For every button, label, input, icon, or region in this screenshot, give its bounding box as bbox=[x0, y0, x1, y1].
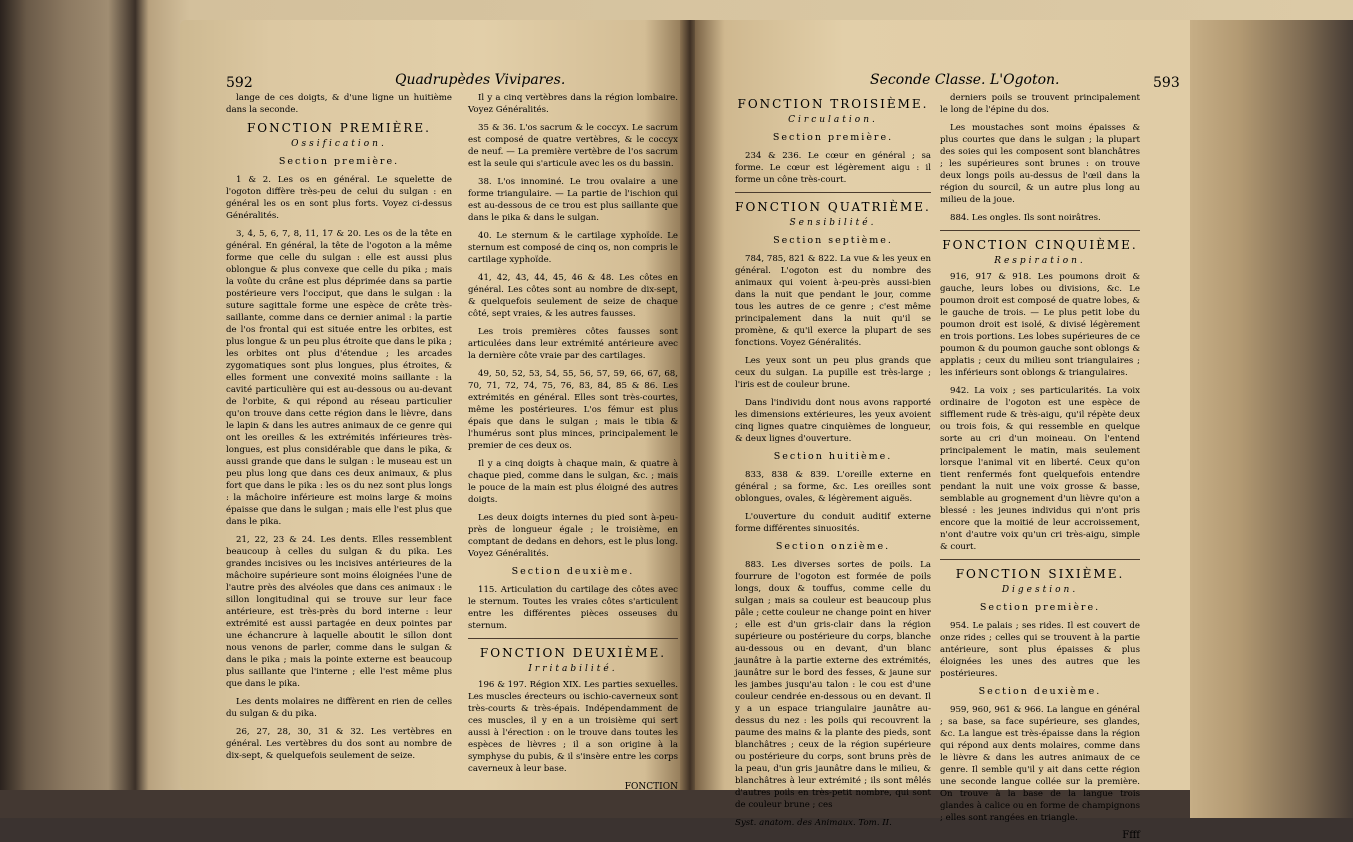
paragraph: Il y a cinq vertèbres dans la région lombaire. Voyez Généralités. bbox=[468, 93, 678, 115]
left-page-number: 592 bbox=[226, 75, 253, 91]
section-title: Section onzième. bbox=[775, 541, 891, 552]
paragraph: 234 & 236. Le cœur en général ; sa forme. Le cœur est légèrement aigu : il forme un cône très-court. bbox=[735, 151, 931, 185]
right-running-head: Seconde Classe. L'Ogoton. bbox=[870, 72, 1060, 88]
paragraph: Les deux doigts internes du pied sont à-peu-près de longueur égale ; le troisième, en comptant de dedans en dehors, est le plus long. Voyez Généralités. bbox=[468, 513, 678, 559]
paragraph: 883. Les diverses sortes de poils. La fourrure de l'ogoton est formée de poils longs, doux & touffus, comme celle du sulgan ; mais sa couleur est beaucoup plus pâle ; cette couleur ne change point en hiver ; elle est d'un gris-clair dans la région supérieure ou postérieure du corps, blanche au-dessous ou en devant, d'un blanc jaunâtre à la partie externe des extrémités, jaunâtre sur le bord des fesses, & jaune sur les jambes jusqu'au talon : le cou est d'une couleur cendrée en-dessous ou en devant. Il y a un espace triangulaire jaunâtre au-dessus du nez : les poils qui recouvrent la paume des mains & la plante des pieds, sont blanchâtres ; ceux de la région supérieure ou postérieure du corps, sont bruns près de la peau, d'un gris jaunâtre dans le milieu, & blanchâtres à leur extrémité ; ils sont mêlés d'autres poils en très-petit nombre, qui sont de couleur brune ; ces bbox=[735, 560, 931, 810]
divider bbox=[940, 559, 1140, 560]
paragraph: 884. Les ongles. Ils sont noirâtres. bbox=[950, 213, 1101, 223]
section-title: Section première. bbox=[278, 156, 400, 167]
section-title: Section deuxième. bbox=[511, 566, 635, 577]
paragraph: Il y a cinq doigts à chaque main, & quatre à chaque pied, comme dans le sulgan, &c. ; mais le pouce de la main est plus éloigné des autres doigts. bbox=[468, 459, 678, 505]
section-title: Section première. bbox=[772, 132, 894, 143]
right-column-1 bbox=[735, 92, 931, 828]
paragraph: 942. La voix ; ses particularités. La voix ordinaire de l'ogoton est une espèce de sifflement rude & très-aigu, qu'il répète deux ou trois fois, & qui ressemble en quelque sorte au cri d'un moineau. On l'entend principalement le matin, mais seulement lorsque l'animal vit en liberté. Ceux qu'on tient renfermés font quelquefois entendre pendant la nuit une voix grosse & basse, semblable au grognement d'un lièvre qu'on a blessé : les jeunes individus qui n'ont pris encore que la moitié de leur accroissement, n'ont d'autre voix qu'un cri très-aigu, simple & court. bbox=[940, 386, 1140, 552]
fonction-title: FONCTION TROISIÈME. bbox=[737, 97, 929, 111]
left-running-head: Quadrupèdes Vivipares. bbox=[395, 72, 566, 88]
fonction-subtitle: Circulation. bbox=[788, 115, 878, 125]
paragraph: 115. Articulation du cartilage des côtes avec le sternum. Toutes les vraies côtes s'articulent entre les différentes pièces osseuses du sternum. bbox=[468, 585, 678, 631]
fonction-title: FONCTION DEUXIÈME. bbox=[479, 646, 667, 660]
paragraph: L'ouverture du conduit auditif externe forme différentes sinuosités. bbox=[735, 512, 931, 534]
paragraph: 916, 917 & 918. Les poumons droit & gauche, leurs lobes ou divisions, &c. Le poumon droit est composé de quatre lobes, & le gauche de trois. — Le plus petit lobe du poumon droit est isolé, & divisé légèrement en trois portions. Les lobes supérieures de ce poumon & du poumon gauche sont oblongs & applatis ; ceux du milieu sont triangulaires ; les inférieurs sont oblongs & triangulaires. bbox=[940, 272, 1140, 378]
fonction-title: FONCTION CINQUIÈME. bbox=[942, 238, 1138, 252]
paragraph: 1 & 2. Les os en général. Le squelette de l'ogoton diffère très-peu de celui du sulgan : en général les os en sont plus forts. Voyez ci-dessus Généralités. bbox=[226, 175, 452, 221]
right-page-number: 593 bbox=[1153, 75, 1180, 91]
paragraph: 833, 838 & 839. L'oreille externe en général ; sa forme, &c. Les oreilles sont oblongues, ovales, & légèrement aiguës. bbox=[735, 470, 931, 504]
paragraph: derniers poils se trouvent principalement le long de l'épine du dos. bbox=[940, 93, 1140, 115]
paragraph: lange de ces doigts, & d'une ligne un huitième dans la seconde. bbox=[226, 93, 452, 115]
paragraph: 41, 42, 43, 44, 45, 46 & 48. Les côtes en général. Les côtes sont au nombre de dix-sept, & quelquefois seulement de seize de chaque côté, sept vraies, & les autres fausses. bbox=[468, 273, 678, 319]
paragraph: 40. Le sternum & le cartilage xyphoïde. Le sternum est composé de cinq os, non compris le cartilage xyphoïde. bbox=[468, 231, 678, 265]
divider bbox=[735, 192, 931, 193]
paragraph: 784, 785, 821 & 822. La vue & les yeux en général. L'ogoton est du nombre des animaux qui voient à-peu-près aussi-bien dans la nuit que pendant le jour, comme tous les autres de ce genre ; c'est même principalement dans la nuit qu'il se promène, & qu'il exerce la plupart de ses fonctions. Voyez Généralités. bbox=[735, 254, 931, 348]
paragraph: 49, 50, 52, 53, 54, 55, 56, 57, 59, 66, 67, 68, 70, 71, 72, 74, 75, 76, 83, 84, 85 & 86. Les extrémités en général. Elles sont très-courtes, même les postérieures. L'os fémur est plus épais que dans le sulgan ; mais le tibia & l'humérus sont plus minces, principalement le premier de ces deux os. bbox=[468, 369, 678, 451]
paragraph: 954. Le palais ; ses rides. Il est couvert de onze rides ; celles qui se trouvent à la partie antérieure, sont plus épaisses & plus éloignées les unes des autres que les postérieures. bbox=[940, 621, 1140, 679]
paragraph: Les trois premières côtes fausses sont articulées dans leur extrémité antérieure avec la dernière côte vraie par des cartilages. bbox=[468, 327, 678, 361]
left-column-1 bbox=[226, 92, 452, 782]
paragraph: Les dents molaires ne diffèrent en rien de celles du sulgan & du pika. bbox=[226, 697, 452, 719]
fonction-subtitle: Sensibilité. bbox=[789, 218, 877, 228]
section-title: Section première. bbox=[979, 602, 1101, 613]
fonction-subtitle: Respiration. bbox=[994, 256, 1086, 266]
right-column-2 bbox=[940, 92, 1140, 841]
paragraph: 21, 22, 23 & 24. Les dents. Elles ressemblent beaucoup à celles du sulgan & du pika. Les grandes incisives ou les incisives antérieures de la mâchoire supérieure sont moins éloignées l'une de l'autre près des alvéoles que dans ces animaux : le sillon longitudinal qui se trouve sur leur face antérieure, est très-près du bord interne : leur extrémité est aussi partagée en deux pointes par une échancrure à laquelle aboutit le sillon dont nous venons de parler, comme dans le sulgan & dans le pika ; mais la pointe externe est beaucoup plus saillante que l'interne ; elle l'est même plus que dans le pika. bbox=[226, 535, 452, 689]
section-title: Section septième. bbox=[773, 235, 893, 246]
page-edges bbox=[1190, 20, 1353, 818]
fonction-title: FONCTION QUATRIÈME. bbox=[735, 200, 931, 214]
fonction-title: FONCTION SIXIÈME. bbox=[955, 567, 1125, 581]
section-title: Section deuxième. bbox=[978, 686, 1102, 697]
signature-mark: Ffff bbox=[1122, 830, 1140, 841]
paragraph: Les yeux sont un peu plus grands que ceux du sulgan. La pupille est très-large ; l'iris est de couleur brune. bbox=[735, 356, 931, 390]
section-title: Section huitième. bbox=[773, 451, 893, 462]
paragraph: 38. L'os innominé. Le trou ovalaire a une forme triangulaire. — La partie de l'ischion qui est au-dessous de ce trou est plus saillante que dans le pika & dans le sulgan. bbox=[468, 177, 678, 223]
fonction-title: FONCTION PREMIÈRE. bbox=[246, 121, 431, 135]
divider bbox=[940, 230, 1140, 231]
catchword: FONCTION bbox=[624, 782, 678, 792]
paragraph: Dans l'individu dont nous avons rapporté les dimensions extérieures, les yeux avoient cinq lignes quatre cinquièmes de longueur, & deux lignes d'ouverture. bbox=[735, 398, 931, 444]
fonction-subtitle: Ossification. bbox=[291, 139, 387, 149]
paragraph: 959, 960, 961 & 966. La langue en général ; sa base, sa face supérieure, ses glandes, &c. La langue est très-épaisse dans la région qui répond aux dents molaires, comme dans le lièvre & dans les autres animaux de ce genre. Il semble qu'il y ait dans cette région une seconde langue collée sur la première. On trouve à la base de la langue trois glandes à calice ou en forme de champignons ; elles sont rangées en triangle. bbox=[940, 705, 1140, 823]
paragraph: Les moustaches sont moins épaisses & plus courtes que dans le sulgan ; la plupart des soies qui les composent sont blanchâtres ; les supérieures sont brunes : on trouve deux longs poils au-dessus de l'œil dans la région du sourcil, & un autre plus long au milieu de la joue. bbox=[940, 123, 1140, 205]
paragraph: 196 & 197. Région XIX. Les parties sexuelles. Les muscles érecteurs ou ischio-caverneux sont très-courts & très-épais. Indépendamment de ces muscles, il y en a un troisième qui sert aussi à l'érection : on le trouve dans toutes les espèces de lièvres ; il a son origine à la symphyse du pubis, & il s'insère entre les corps caverneux à leur base. bbox=[468, 680, 678, 774]
paragraph: 35 & 36. L'os sacrum & le coccyx. Le sacrum est composé de quatre vertèbres, & le coccyx de neuf. — La première vertèbre de l'os sacrum est la seule qui s'articule avec les os du bassin. bbox=[468, 123, 678, 169]
paragraph: 26, 27, 28, 30, 31 & 32. Les vertèbres en général. Les vertèbres du dos sont au nombre de dix-sept, & quelquefois seulement de seize. bbox=[226, 727, 452, 761]
paragraph: 3, 4, 5, 6, 7, 8, 11, 17 & 20. Les os de la tête en général. En général, la tête de l'ogoton a la même forme que celle du sulgan : elle est aussi plus oblongue & plus convexe que celle du pika ; mais la voûte du crâne est plus déprimée dans sa partie postérieure vers l'occiput, que dans le sulgan : la suture sagittale forme une espèce de crête très-saillante, comme dans ce dernier animal : la partie de l'os frontal qui est située entre les orbites, est plus longue & un peu plus étroite que dans le pika ; les orbites ont plus d'étendue ; les arcades zygomatiques sont plus longues, plus étroites, & elles forment une convexité moins saillante : la cavité particulière qui est au-dessous ou au-devant de l'orbite, & qui répond au réseau particulier qu'on trouve dans cette région dans le lièvre, dans le lapin & dans les autres animaux de ce genre qui ont les oreilles & les extrémités inférieures très-longues, est plus considérable que dans le pika, & aussi grande que dans le sulgan : le museau est un peu plus long que dans ces deux animaux, & plus fort que dans le pika : les os du nez sont plus longs : la mâchoire inférieure est moins large & moins épaisse que dans le sulgan ; mais elle l'est plus que dans le pika. bbox=[226, 229, 452, 527]
divider bbox=[468, 638, 678, 639]
fonction-subtitle: Digestion. bbox=[1001, 585, 1079, 595]
fonction-subtitle: Irritabilité. bbox=[528, 664, 618, 674]
left-column-2 bbox=[468, 92, 678, 792]
footer-note: Syst. anatom. des Animaux. Tom. II. bbox=[735, 818, 892, 828]
